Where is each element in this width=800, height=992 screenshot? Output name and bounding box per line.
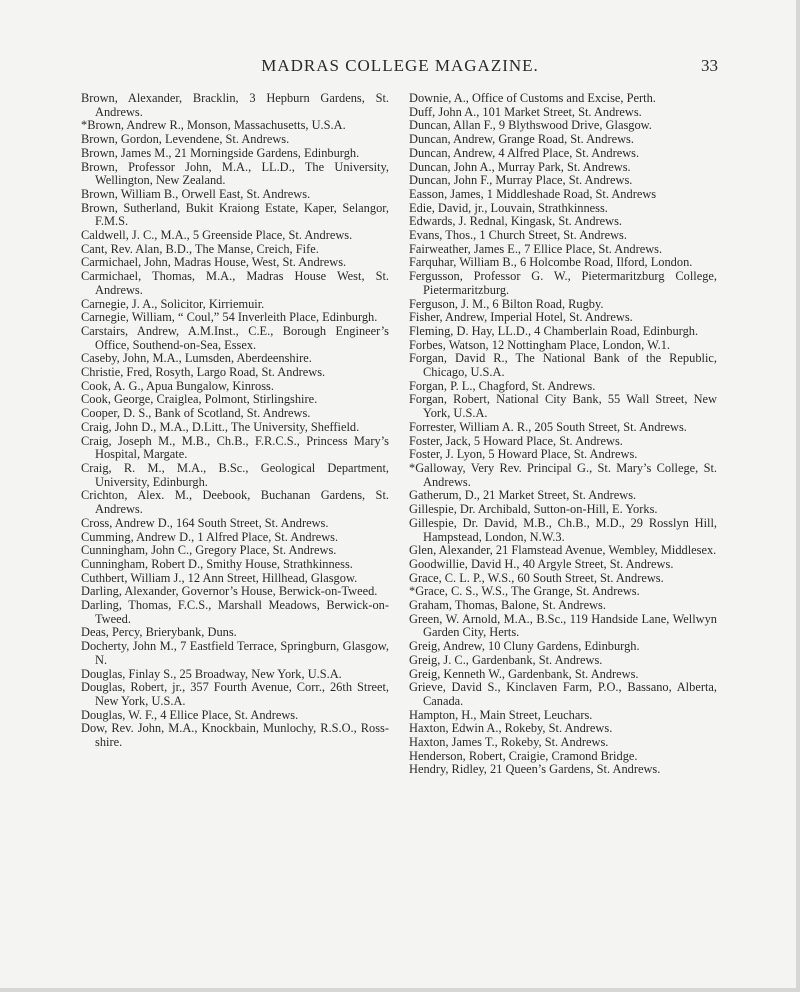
- directory-entry: Graham, Thomas, Balone, St. Andrews.: [409, 598, 606, 613]
- directory-entry: Cross, Andrew D., 164 South Street, St. Andrews.: [81, 515, 329, 530]
- directory-entry: Downie, A., Office of Customs and Excise, Perth.: [409, 91, 656, 105]
- directory-entry: Forgan, P. L., Chagford, St. Andrews.: [409, 378, 596, 393]
- page-number: 33: [701, 56, 718, 75]
- directory-entry: Brown, William B., Orwell East, St. Andrews.: [81, 186, 311, 201]
- directory-entry: Gillespie, Dr. Archibald, Sutton-on-Hill, E. Yorks.: [409, 502, 658, 517]
- directory-entry: Cunningham, Robert D., Smithy House, Strathkinness.: [81, 556, 353, 571]
- directory-entry: Fairweather, James E., 7 Ellice Place, St. Andrews.: [409, 241, 663, 256]
- directory-entry: Green, W. Arnold, M.A., B.Sc., 119 Handside Lane, Wellwyn Garden City, Herts.: [409, 611, 717, 640]
- directory-entry: Farquhar, William B., 6 Holcombe Road, Ilford, London.: [409, 255, 693, 270]
- directory-entry: Forgan, David R., The National Bank of the Republic, Chicago, U.S.A.: [409, 351, 717, 380]
- directory-entry: Cumming, Andrew D., 1 Alfred Place, St. Andrews.: [81, 529, 339, 544]
- directory-entry: Foster, J. Lyon, 5 Howard Place, St. Andrews.: [409, 447, 638, 462]
- directory-entry: Gatherum, D., 21 Market Street, St. Andrews.: [409, 488, 637, 503]
- directory-entry: Brown, Professor John, M.A., LL.D., The University, Wellington, New Zealand.: [81, 159, 389, 188]
- left-column: [81, 92, 389, 750]
- directory-entry: Darling, Alexander, Governor’s House, Berwick-on-Tweed.: [81, 584, 378, 599]
- directory-entry: Ferguson, J. M., 6 Bilton Road, Rugby.: [409, 296, 604, 311]
- directory-entry: Christie, Fred, Rosyth, Largo Road, St. Andrews.: [81, 365, 326, 380]
- directory-entry: Cant, Rev. Alan, B.D., The Manse, Creich, Fife.: [81, 241, 319, 256]
- directory-entry: Craig, R. M., M.A., B.Sc., Geological Department, University, Edinburgh.: [81, 460, 389, 489]
- directory-entry: Brown, James M., 21 Morningside Gardens, Edinburgh.: [81, 145, 360, 160]
- directory-entry: Fisher, Andrew, Imperial Hotel, St. Andrews.: [409, 310, 633, 325]
- directory-entry: Brown, Sutherland, Bukit Kraiong Estate, Kaper, Selangor, F.M.S.: [81, 200, 389, 229]
- directory-entry: Edie, David, jr., Louvain, Strathkinness.: [409, 200, 608, 215]
- directory-entry: Duncan, John F., Murray Place, St. Andrews.: [409, 173, 633, 188]
- directory-entry: Carmichael, John, Madras House, West, St. Andrews.: [81, 255, 347, 270]
- directory-entry: Foster, Jack, 5 Howard Place, St. Andrews.: [409, 433, 623, 448]
- directory-entry: Dow, Rev. John, M.A., Knockbain, Munlochy, R.S.O., Ross-shire.: [81, 721, 389, 750]
- directory-entry: Cooper, D. S., Bank of Scotland, St. Andrews.: [81, 406, 311, 421]
- directory-entry: Gillespie, Dr. David, M.B., Ch.B., M.D., 29 Rosslyn Hill, Hampstead, London, N.W.3.: [409, 515, 717, 544]
- directory-entry: Cook, George, Craiglea, Polmont, Stirlingshire.: [81, 392, 318, 407]
- directory-entry: Caldwell, J. C., M.A., 5 Greenside Place, St. Andrews.: [81, 228, 353, 243]
- directory-entry: Duncan, Andrew, 4 Alfred Place, St. Andrews.: [409, 145, 640, 160]
- directory-entry: Glen, Alexander, 21 Flamstead Avenue, Wembley, Middlesex.: [409, 543, 717, 558]
- directory-entry: Hampton, H., Main Street, Leuchars.: [409, 707, 593, 722]
- directory-entry: Deas, Percy, Brierybank, Duns.: [81, 625, 237, 640]
- directory-entry: Haxton, Edwin A., Rokeby, St. Andrews.: [409, 721, 613, 736]
- directory-entry: Cuthbert, William J., 12 Ann Street, Hillhead, Glasgow.: [81, 570, 358, 585]
- directory-entry: Evans, Thos., 1 Church Street, St. Andrews.: [409, 228, 627, 243]
- directory-entry: Duncan, John A., Murray Park, St. Andrews.: [409, 159, 631, 174]
- page-title: MADRAS COLLEGE MAGAZINE.: [261, 56, 539, 75]
- directory-entry: Edwards, J. Rednal, Kingask, St. Andrews.: [409, 214, 623, 229]
- directory-entry: Craig, John D., M.A., D.Litt., The University, Sheffield.: [81, 419, 360, 434]
- directory-entry: Easson, James, 1 Middleshade Road, St. Andrews: [409, 186, 657, 201]
- directory-entry: Carmichael, Thomas, M.A., Madras House West, St. Andrews.: [81, 269, 389, 297]
- directory-entry: Hendry, Ridley, 21 Queen’s Gardens, St. Andrews.: [409, 762, 661, 777]
- directory-entry: Brown, Gordon, Levendene, St. Andrews.: [81, 132, 290, 147]
- directory-entry: Henderson, Robert, Craigie, Cramond Bridge.: [409, 748, 638, 763]
- directory-entry: Greig, J. C., Gardenbank, St. Andrews.: [409, 652, 603, 667]
- directory-entry: Docherty, John M., 7 Eastfield Terrace, Springburn, Glasgow, N.: [81, 639, 389, 667]
- directory-entry: Douglas, W. F., 4 Ellice Place, St. Andrews.: [81, 707, 299, 722]
- directory-entry: Carnegie, William, “ Coul,” 54 Inverleith Place, Edinburgh.: [81, 310, 378, 325]
- directory-entry: *Galloway, Very Rev. Principal G., St. Mary’s College, St. Andrews.: [409, 460, 717, 489]
- directory-entry: Craig, Joseph M., M.B., Ch.B., F.R.C.S., Princess Mary’s Hospital, Margate.: [81, 433, 389, 462]
- directory-entry: Duncan, Allan F., 9 Blythswood Drive, Glasgow.: [409, 118, 652, 133]
- directory-entry: Carnegie, J. A., Solicitor, Kirriemuir.: [81, 296, 265, 311]
- directory-entry: Goodwillie, David H., 40 Argyle Street, St. Andrews.: [409, 556, 674, 571]
- directory-entry: Caseby, John, M.A., Lumsden, Aberdeenshire.: [81, 351, 312, 366]
- directory-entry: Cook, A. G., Apua Bungalow, Kinross.: [81, 378, 274, 393]
- directory-entry: Darling, Thomas, F.C.S., Marshall Meadows, Berwick-on-Tweed.: [81, 598, 389, 626]
- directory-entry: Douglas, Robert, jr., 357 Fourth Avenue, Corr., 26th Street, New York, U.S.A.: [81, 680, 389, 708]
- directory-entry: Greig, Kenneth W., Gardenbank, St. Andrews.: [409, 666, 639, 681]
- page-header: [0, 56, 800, 80]
- directory-entry: Duncan, Andrew, Grange Road, St. Andrews.: [409, 132, 634, 147]
- directory-entry: Forbes, Watson, 12 Nottingham Place, London, W.1.: [409, 337, 671, 352]
- right-column: [409, 92, 717, 777]
- directory-entry: Carstairs, Andrew, A.M.Inst., C.E., Borough Engineer’s Office, Southend-on-Sea, Essex.: [81, 323, 389, 352]
- directory-entry: *Grace, C. S., W.S., The Grange, St. Andrews.: [409, 584, 640, 599]
- directory-entry: Fleming, D. Hay, LL.D., 4 Chamberlain Road, Edinburgh.: [409, 323, 699, 338]
- directory-entry: Duff, John A., 101 Market Street, St. Andrews.: [409, 104, 642, 119]
- directory-entry: Grieve, David S., Kinclaven Farm, P.O., Bassano, Alberta, Canada.: [409, 680, 717, 708]
- directory-entry: Douglas, Finlay S., 25 Broadway, New York, U.S.A.: [81, 666, 342, 681]
- directory-entry: Forrester, William A. R., 205 South Street, St. Andrews.: [409, 419, 687, 434]
- directory-entry: Brown, Alexander, Bracklin, 3 Hepburn Gardens, St. Andrews.: [81, 91, 389, 119]
- directory-entry: Crichton, Alex. M., Deebook, Buchanan Gardens, St. Andrews.: [81, 488, 389, 517]
- directory-entry: Fergusson, Professor G. W., Pietermaritzburg College, Pietermaritzburg.: [409, 269, 717, 297]
- directory-entry: Haxton, James T., Rokeby, St. Andrews.: [409, 735, 609, 750]
- directory-entry: Grace, C. L. P., W.S., 60 South Street, St. Andrews.: [409, 570, 664, 585]
- directory-entry: *Brown, Andrew R., Monson, Massachusetts, U.S.A.: [81, 118, 346, 133]
- directory-entry: Forgan, Robert, National City Bank, 55 Wall Street, New York, U.S.A.: [409, 392, 717, 421]
- directory-entry: Greig, Andrew, 10 Cluny Gardens, Edinburgh.: [409, 639, 640, 654]
- directory-entry: Cunningham, John C., Gregory Place, St. Andrews.: [81, 543, 337, 558]
